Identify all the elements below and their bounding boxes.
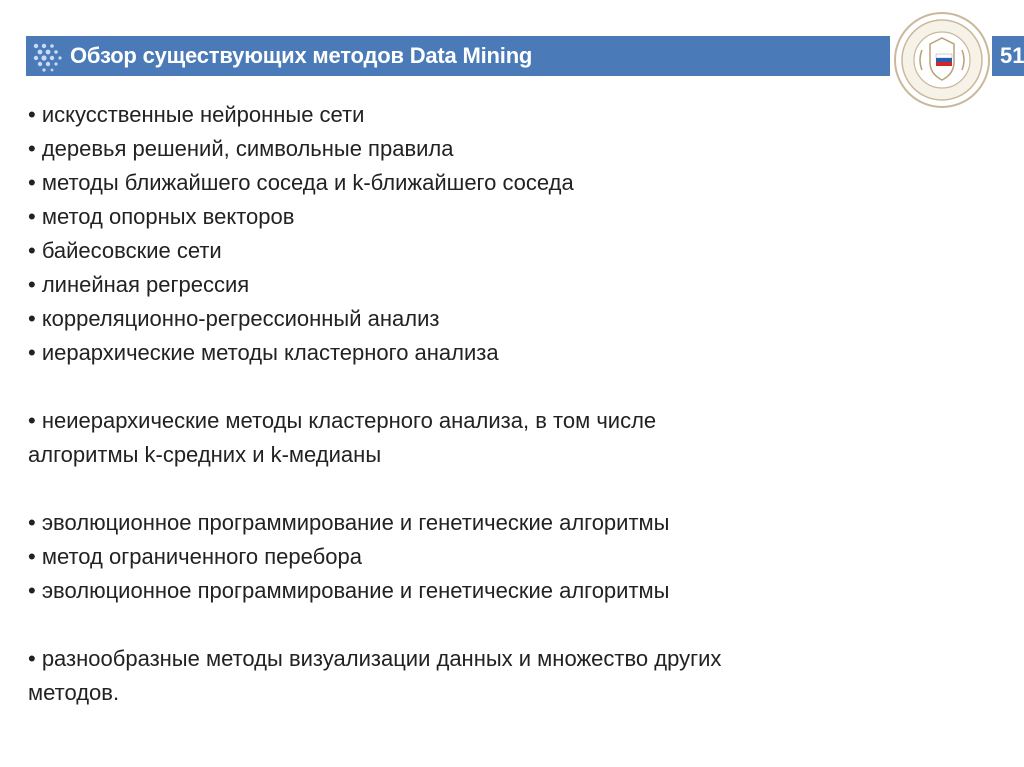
list-item: • неиерархические методы кластерного анализа, в том числе bbox=[28, 408, 657, 433]
spacer bbox=[28, 472, 988, 506]
list-item: • разнообразные методы визуализации данных и множество других bbox=[28, 646, 722, 671]
list-item: • искусственные нейронные сети bbox=[28, 102, 365, 127]
slide-title: Обзор существующих методов Data Mining bbox=[70, 43, 533, 68]
university-emblem-icon bbox=[892, 10, 992, 110]
bullet-list bbox=[28, 98, 988, 710]
list-item: • эволюционное программирование и генетические алгоритмы bbox=[28, 578, 670, 603]
page-number: 51 bbox=[1000, 43, 1024, 68]
dots-pattern-icon bbox=[30, 40, 66, 72]
page-number-bar bbox=[992, 36, 1024, 76]
list-item: • деревья решений, символьные правила bbox=[28, 136, 454, 161]
list-item: • байесовские сети bbox=[28, 238, 222, 263]
list-item-continuation: методов. bbox=[28, 680, 120, 705]
list-item: • иерархические методы кластерного анализа bbox=[28, 340, 499, 365]
list-item: • линейная регрессия bbox=[28, 272, 250, 297]
list-item: • метод опорных векторов bbox=[28, 204, 295, 229]
list-item: • корреляционно-регрессионный анализ bbox=[28, 306, 440, 331]
list-item: • методы ближайшего соседа и k-ближайшего соседа bbox=[28, 170, 574, 195]
list-item: • метод ограниченного перебора bbox=[28, 544, 362, 569]
title-bar bbox=[26, 36, 890, 76]
list-item-continuation: алгоритмы k-средних и k-медианы bbox=[28, 442, 382, 467]
spacer bbox=[28, 608, 988, 642]
list-item: • эволюционное программирование и генетические алгоритмы bbox=[28, 510, 670, 535]
spacer bbox=[28, 370, 988, 404]
